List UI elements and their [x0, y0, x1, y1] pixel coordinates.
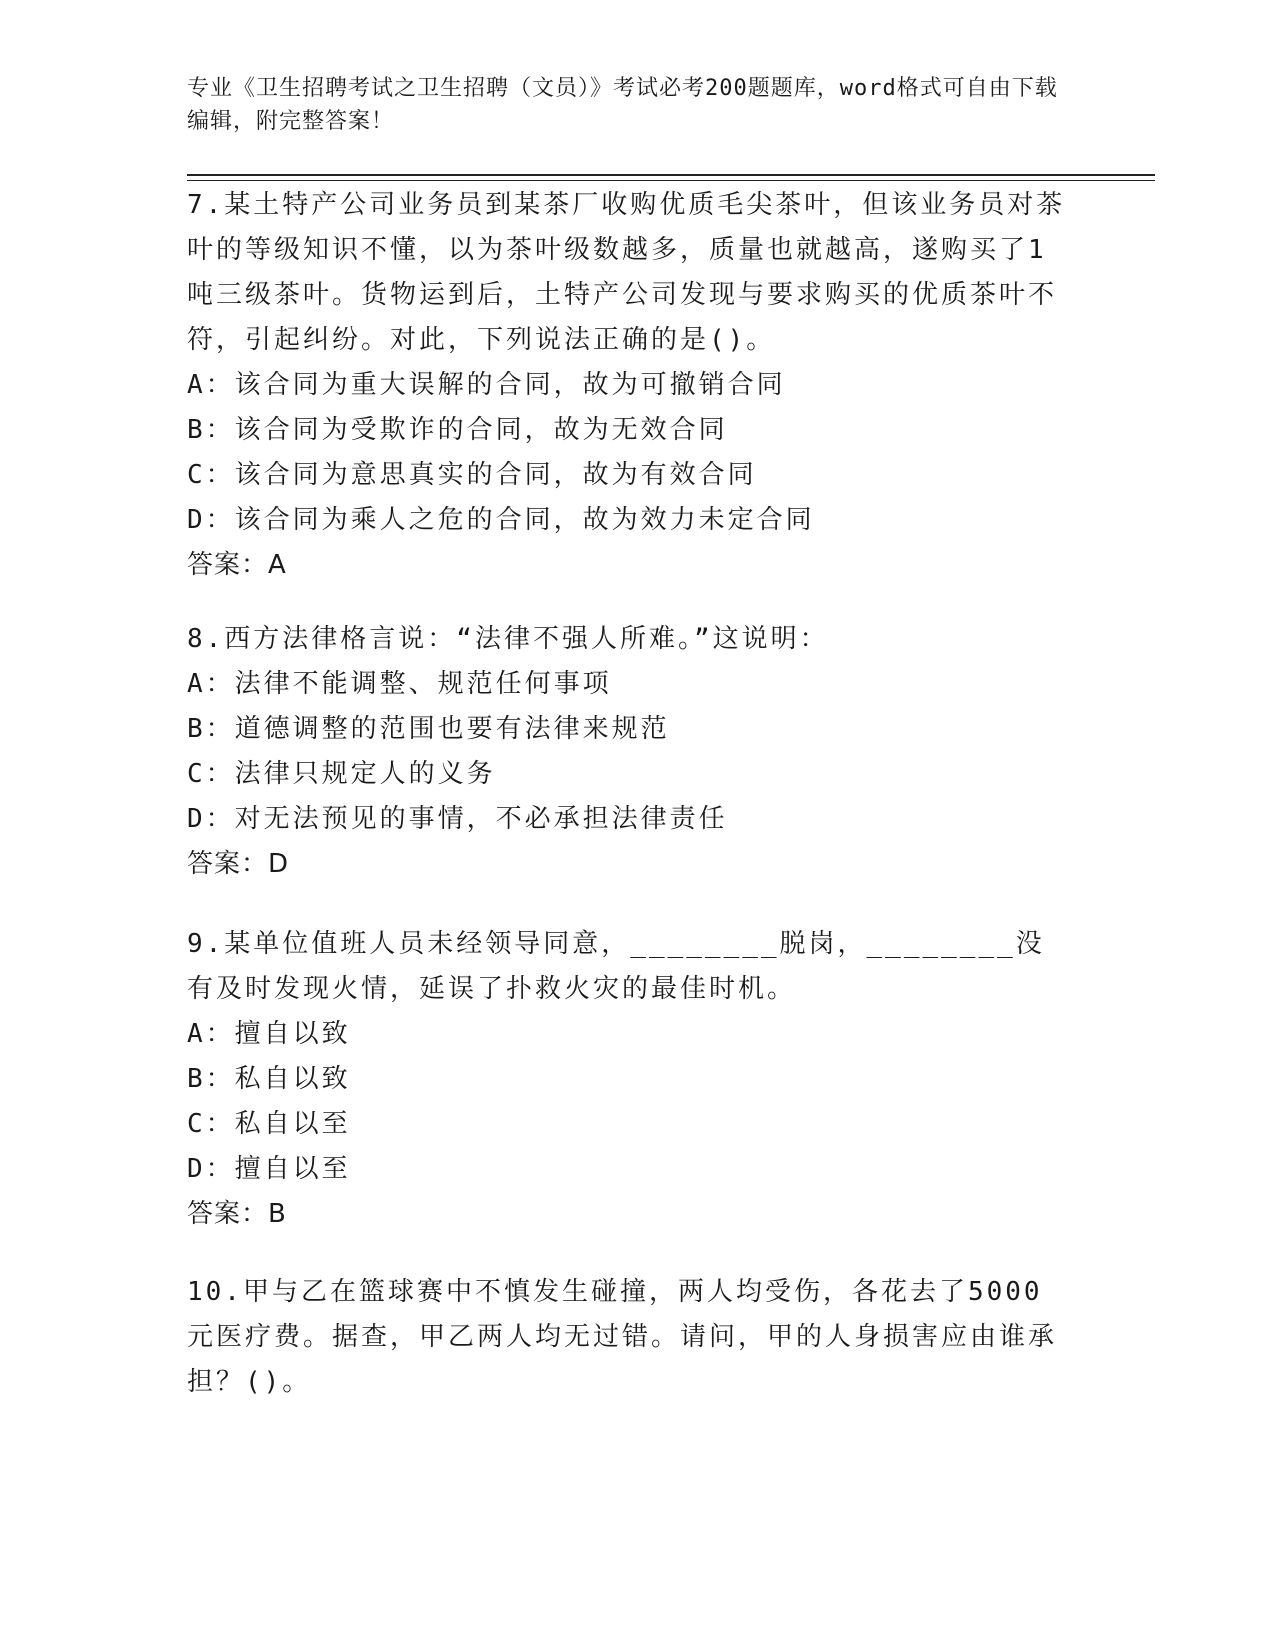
- option-b: B：道德调整的范围也要有法律来规范: [187, 714, 670, 744]
- option-d: D：该合同为乘人之危的合同，故为效力未定合同: [187, 505, 815, 535]
- question-stem: 9.某单位值班人员未经领导同意，________脱岗，________没有及时发现火情，延误了扑救火灾的最佳时机。: [187, 929, 1045, 1004]
- document-header: 专业《卫生招聘考试之卫生招聘（文员）》考试必考200题题库，word格式可自由下载编辑，附完整答案！: [187, 76, 1058, 134]
- question-10: [187, 1270, 1067, 1405]
- question-9: [187, 922, 1067, 1237]
- option-a: A：法律不能调整、规范任何事项: [187, 669, 612, 699]
- option-c: C：私自以至: [187, 1109, 351, 1139]
- option-d: D：对无法预见的事情，不必承担法律责任: [187, 804, 728, 834]
- option-c: C：该合同为意思真实的合同，故为有效合同: [187, 460, 757, 490]
- option-d: D：擅自以至: [187, 1154, 351, 1184]
- answer: 答案：D: [187, 849, 290, 879]
- question-8: [187, 617, 1067, 887]
- answer: 答案：A: [187, 550, 287, 580]
- question-stem: 10.甲与乙在篮球赛中不慎发生碰撞，两人均受伤，各花去了5000元医疗费。据查，甲乙两人均无过错。请问，甲的人身损害应由谁承担？()。: [187, 1277, 1058, 1397]
- answer: 答案：B: [187, 1199, 287, 1229]
- option-b: B：私自以致: [187, 1064, 351, 1094]
- question-stem: 8.西方法律格言说：“法律不强人所难。”这说明：: [187, 624, 829, 654]
- option-a: A：擅自以致: [187, 1019, 351, 1049]
- option-a: A：该合同为重大误解的合同，故为可撤销合同: [187, 370, 786, 400]
- question-stem: 7.某土特产公司业务员到某茶厂收购优质毛尖茶叶，但该业务员对茶叶的等级知识不懂，以为茶叶级数越多，质量也就越高，遂购买了1吨三级茶叶。货物运到后，土特产公司发现与要求购买的优质茶叶不符，引起纠纷。对此，下列说法正确的是()。: [187, 190, 1066, 355]
- header-divider: [187, 174, 1155, 176]
- question-7: [187, 183, 1067, 588]
- option-b: B：该合同为受欺诈的合同，故为无效合同: [187, 415, 728, 445]
- header-divider-thin: [187, 180, 1155, 181]
- option-c: C：法律只规定人的义务: [187, 759, 496, 789]
